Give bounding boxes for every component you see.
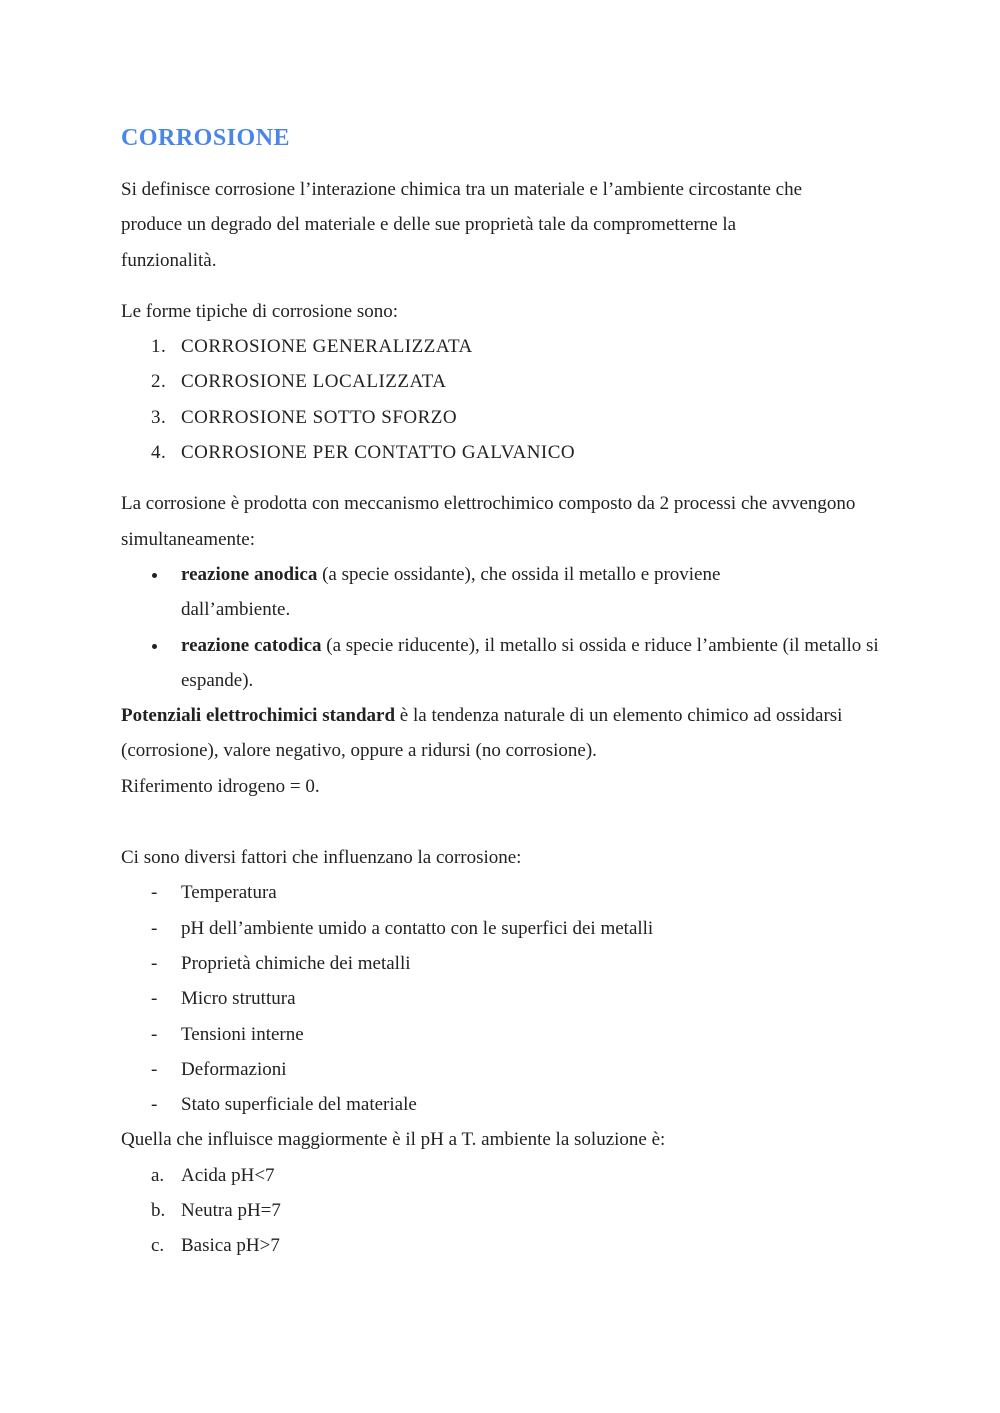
list-marker: c. xyxy=(151,1235,165,1257)
list-item-text: Acida pH<7 xyxy=(181,1164,275,1186)
list-item-text: pH dell’ambiente umido a contatto con le superfici dei metalli xyxy=(181,917,654,939)
list-marker: - xyxy=(151,1058,158,1080)
potentials-term: Potenziali elettrochimici standard xyxy=(121,705,396,727)
reaction-description: (a specie riducente), il metallo si ossida e riduce l’ambiente (il metallo si espande). xyxy=(181,634,879,691)
list-item-text: Micro struttura xyxy=(181,988,296,1010)
forms-list xyxy=(121,329,891,470)
list-item-text: Stato superficiale del materiale xyxy=(181,1094,417,1116)
reactions-list xyxy=(121,557,891,698)
reaction-term: reazione anodica xyxy=(181,563,318,585)
list-item xyxy=(121,1193,891,1228)
list-marker: 4. xyxy=(151,442,167,464)
factors-list xyxy=(121,875,891,1122)
list-item-text: Neutra pH=7 xyxy=(181,1200,281,1222)
factors-intro: Ci sono diversi fattori che influenzano la corrosione: xyxy=(121,847,522,869)
list-marker: - xyxy=(151,988,158,1010)
document-title: CORROSIONE xyxy=(121,125,291,151)
reaction-description: (a specie ossidante), che ossida il metallo e proviene dall’ambiente. xyxy=(181,563,721,621)
list-marker: b. xyxy=(151,1200,166,1222)
list-item xyxy=(121,628,881,699)
list-item xyxy=(121,1228,891,1263)
list-item xyxy=(121,875,891,910)
reference-line: Riferimento idrogeno = 0. xyxy=(121,775,320,797)
list-item xyxy=(121,1158,891,1193)
list-item-text: CORROSIONE PER CONTATTO GALVANICO xyxy=(181,442,576,464)
list-marker: 1. xyxy=(151,336,167,358)
bullet-icon xyxy=(152,644,157,649)
list-marker: - xyxy=(151,1023,158,1045)
list-item-text: CORROSIONE LOCALIZZATA xyxy=(181,371,447,393)
list-item-text: Proprietà chimiche dei metalli xyxy=(181,952,411,974)
list-item xyxy=(121,911,891,946)
list-item xyxy=(121,1087,891,1122)
list-item xyxy=(121,946,891,981)
list-item xyxy=(121,981,891,1016)
ph-list xyxy=(121,1158,891,1264)
list-marker: - xyxy=(151,1094,158,1116)
ph-intro: Quella che influisce maggiormente è il pH a T. ambiente la soluzione è: xyxy=(121,1129,666,1151)
spacer xyxy=(121,278,891,294)
potentials-description: è la tendenza naturale di un elemento chimico ad ossidarsi (corrosione), valore negativo, oppure a ridursi (no corrosione). xyxy=(121,705,843,762)
intro-paragraph: Si definisce corrosione l’interazione chimica tra un materiale e l’ambiente circostante che produce un degrado del materiale e delle sue proprietà tale da comprometterne la funzionalità. xyxy=(121,179,803,271)
list-item-text: Basica pH>7 xyxy=(181,1235,280,1257)
forms-intro: Le forme tipiche di corrosione sono: xyxy=(121,300,399,322)
list-item xyxy=(121,400,891,435)
list-item xyxy=(121,1017,891,1052)
list-item-text: CORROSIONE GENERALIZZATA xyxy=(181,336,473,358)
list-item-text: Temperatura xyxy=(181,882,277,904)
list-marker: 3. xyxy=(151,406,167,428)
spacer xyxy=(121,470,891,486)
list-item-text: CORROSIONE SOTTO SFORZO xyxy=(181,406,458,428)
list-marker: a. xyxy=(151,1164,165,1186)
potentials-paragraph xyxy=(121,698,866,769)
list-marker: 2. xyxy=(151,371,167,393)
list-item-text: Deformazioni xyxy=(181,1058,287,1080)
list-marker: - xyxy=(151,882,158,904)
list-item xyxy=(121,1052,891,1087)
list-item xyxy=(121,435,891,470)
list-item-text: Tensioni interne xyxy=(181,1023,304,1045)
document-page xyxy=(121,120,891,1264)
mechanism-intro: La corrosione è prodotta con meccanismo elettrochimico composto da 2 processi che avvengono simultaneamente: xyxy=(121,493,856,550)
list-marker: - xyxy=(151,952,158,974)
list-item xyxy=(121,557,831,628)
reaction-term: reazione catodica xyxy=(181,634,322,656)
list-item xyxy=(121,364,891,399)
bullet-icon xyxy=(152,573,157,578)
spacer xyxy=(121,804,891,840)
list-marker: - xyxy=(151,917,158,939)
list-item xyxy=(121,329,891,364)
